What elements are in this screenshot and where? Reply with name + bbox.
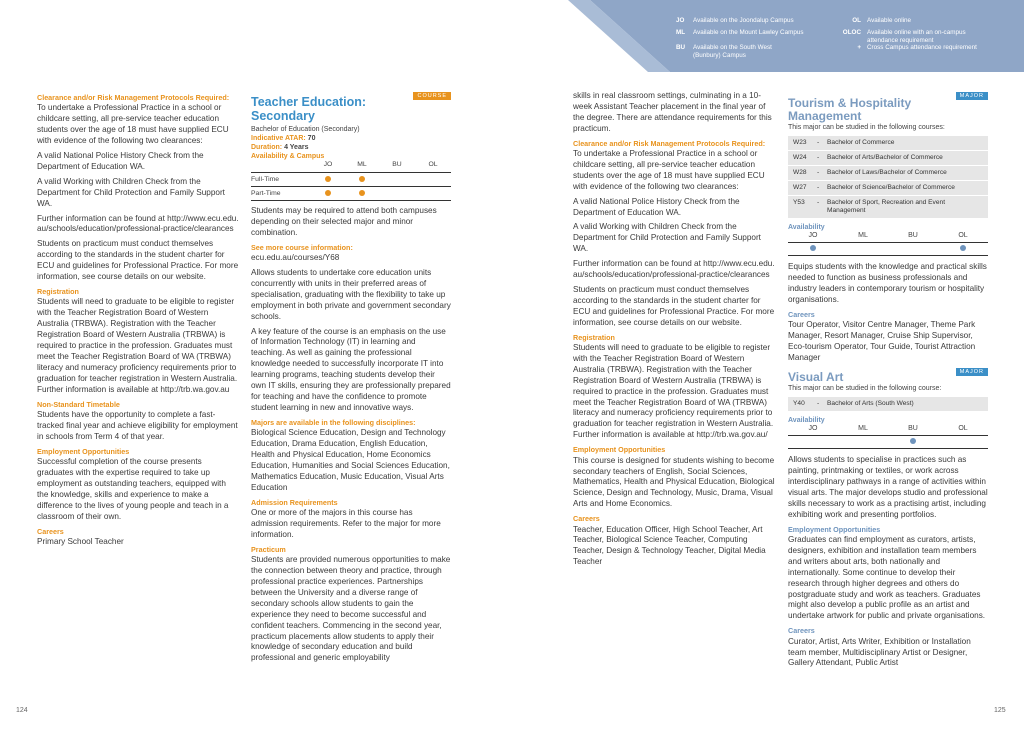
course-code: Y53 xyxy=(793,199,805,206)
course-row: Y53 - Bachelor of Sport, Recreation and Event Management xyxy=(788,196,988,219)
legend-code: JO xyxy=(676,17,685,24)
campus-header: ML xyxy=(858,232,868,239)
further-info-text: Further information can be found at http://www.ecu.edu.au/schools/education/professional-practice/clearances xyxy=(573,259,775,280)
studied-text: This major can be studied in the following course: xyxy=(788,385,942,393)
campus-header: JO xyxy=(808,425,818,433)
practicum-text: Students on practicum must conduct themselves according to the standards in the student charter for ECU and guidelines for Professional Practice. For more information, see course details on our website. xyxy=(573,285,775,327)
available-dot xyxy=(359,190,365,196)
intro-text: skills in real classroom settings, culminating in a 10-week Assistant Teacher placement in the final year of the degree. There are attendance requirements for this practicum. xyxy=(573,91,772,133)
attend-text: Students may be required to attend both campuses depending on their selected major and minor combination. xyxy=(251,206,437,237)
course-name: Bachelor of Sport, Recreation and Event Management xyxy=(827,199,946,214)
major-title: Tourism & Hospitality Management xyxy=(788,96,912,123)
majors-text: Biological Science Education, Design and Technology Education, Drama Education, English Education, Health and Physical Education, Home Economics Education, Humanities and Social Sciences Education, Mathematics Education, Music Education, Visual Arts Education xyxy=(251,428,450,492)
mode-label: Part-Time xyxy=(251,190,281,197)
careers-text: Tour Operator, Visitor Centre Manager, Theme Park Manager, Resort Manager, Cruise Ship Supervisor, Eco-tourism Operator, Tour Guide, Tourist Attraction Manager xyxy=(788,320,976,362)
employment-text: This course is designed for students wishing to become secondary teachers of English, Social Sciences, Mathematics, Health and Physical Education, Biological Science, Design and Technology, Music, Drama, Visual Arts and Home Economics. xyxy=(573,455,775,509)
campus-header: ML xyxy=(858,425,868,433)
careers-text: Teacher, Education Officer, High School Teacher, Art Teacher, Biological Science Teacher, Computing Teacher, Design & Technology Teacher, Digital Media Teacher xyxy=(573,524,766,567)
clearance-text: To undertake a Professional Practice in a school or childcare setting, all pre-service teacher education students over the age of 18 must have supplied ECU with evidence of the following two clearances: xyxy=(37,103,229,146)
atar-value: 70 xyxy=(307,135,316,142)
major-title: Visual Art xyxy=(788,369,844,384)
campus-legend xyxy=(676,17,1016,62)
majors-heading: Majors are available in the following disciplines: xyxy=(251,417,416,427)
clearance-heading: Clearance and/or Risk Management Protocols Required: xyxy=(573,138,766,148)
availability-heading: Availability xyxy=(788,417,825,425)
more-info-link[interactable]: ecu.edu.au/courses/Y68 xyxy=(251,253,340,263)
course-code: W24 xyxy=(793,154,807,161)
course-tag: COURSE xyxy=(413,92,451,100)
column-3 xyxy=(573,91,775,572)
legend-code: OLOC xyxy=(842,29,861,36)
available-dot xyxy=(325,190,331,196)
course-row: W23 - Bachelor of Commerce xyxy=(788,136,988,151)
available-dot xyxy=(960,245,966,251)
timetable-text: Students have the opportunity to complete a fast-tracked final year and achieve eligibility for employment in schools from Term 4 of that year. xyxy=(37,409,238,441)
practicum-text: Students on practicum must conduct themselves according to the standards in the student charter for ECU and guidelines for Professional Practice. For more information, see course details on our website. xyxy=(37,239,239,282)
page-number-left: 124 xyxy=(16,707,28,714)
course-name: Bachelor of Arts (South West) xyxy=(827,400,914,408)
careers-heading: Careers xyxy=(788,309,815,319)
major-description: Allows students to specialise in practices such as painting, printmaking or textiles, or work across interdisciplinary pathways in a range of activities within visual arts. The major develops studio and professional skills necessary to work as a practising artist, including exhibiting work and presenting portfolios. xyxy=(788,455,988,519)
employment-heading: Employment Opportunities xyxy=(37,446,130,456)
studied-text: This major can be studied in the following courses: xyxy=(788,124,945,131)
registration-heading: Registration xyxy=(37,287,79,296)
major-visual-art xyxy=(788,368,988,670)
campus-header: OL xyxy=(958,232,968,239)
employment-text: Graduates can find employment as curators, artists, designers, exhibition and installation team members and writers about arts, both nationally and internationally. Some continue to develop their research through higher degrees and others do postgraduate study and work as teachers. Graduates might also develop a public profile as an artist and undertake artwork for public and private organisations. xyxy=(788,535,986,621)
careers-text: Curator, Artist, Arts Writer, Exhibition or Installation team member, Multidisciplinary Artist or Designer, Gallery Attendant, Public Artist xyxy=(788,636,971,668)
careers-heading: Careers xyxy=(37,526,64,536)
column-2 xyxy=(251,92,451,668)
available-dot xyxy=(810,245,816,251)
course-row: W27 - Bachelor of Science/Bachelor of Commerce xyxy=(788,181,988,196)
campus-header: OL xyxy=(958,425,968,433)
clearance-text: To undertake a Professional Practice in a school or childcare setting, all pre-service teacher education students over the age of 18 must have supplied ECU with evidence of the following two clearances: xyxy=(573,149,765,191)
legend-text: Cross Campus attendance requirement xyxy=(867,44,977,51)
feature-text: A key feature of the course is an emphasis on the use of Information Technology (IT) in learning and teaching. As well as gaining the professional knowledge needed to successfully incorporate IT into learning programs, teaching students develop their own IT skills, ensuring they are professionally prepared for teaching and have the confidence to promote student learning in new and innovative ways. xyxy=(251,326,451,412)
major-description: Equips students with the knowledge and practical skills needed to function as business professionals and industry leaders in contemporary tourism or hospitality organisations. xyxy=(788,262,987,304)
duration-label: Duration: xyxy=(251,144,283,151)
further-info-text: Further information can be found at http://www.ecu.edu.au/schools/education/professional-practice/clearances xyxy=(37,213,239,234)
availability-table xyxy=(788,232,988,256)
degree-name: Bachelor of Education (Secondary) xyxy=(251,126,360,133)
course-list xyxy=(788,397,988,412)
careers-text: Primary School Teacher xyxy=(37,536,124,546)
mode-label: Full-Time xyxy=(251,176,280,183)
legend-text: Available on the Mount Lawley Campus xyxy=(693,29,804,36)
availability-table xyxy=(788,425,988,449)
column-1 xyxy=(37,91,239,552)
employment-text: Successful completion of the course presents graduates with the expertise required to take up employment as outstanding teachers, equipped with the knowledge, skills and experience to make a difference to the lives of young people and teach in a classroom of their own. xyxy=(37,457,229,521)
course-name: Bachelor of Arts/Bachelor of Commerce xyxy=(827,154,943,161)
course-row: Y40 - Bachelor of Arts (South West) xyxy=(788,397,988,412)
availability-heading: Availability & Campus xyxy=(251,153,325,160)
course-title: Teacher Education: Secondary xyxy=(251,95,367,123)
course-row: W28 - Bachelor of Laws/Bachelor of Commerce xyxy=(788,166,988,181)
campus-header: BU xyxy=(908,425,918,433)
available-dot xyxy=(359,176,365,182)
legend-text: Available online xyxy=(867,17,911,24)
campus-header: BU xyxy=(392,161,402,168)
available-dot xyxy=(910,438,916,444)
legend-code: ML xyxy=(676,29,686,36)
course-list xyxy=(788,136,988,219)
course-name: Bachelor of Science/Bachelor of Commerce xyxy=(827,184,955,191)
more-info-heading: See more course information: xyxy=(251,242,353,252)
legend-text: Available on the Joondalup Campus xyxy=(693,17,794,24)
admission-heading: Admission Requirements xyxy=(251,497,338,507)
column-4 xyxy=(788,92,988,673)
available-dot xyxy=(325,176,331,182)
course-code: W27 xyxy=(793,184,807,191)
careers-heading: Careers xyxy=(788,626,815,636)
campus-header: JO xyxy=(323,161,333,168)
wwc-text: A valid Working with Children Check from the Department for Child Protection and Family Support WA. xyxy=(37,176,225,208)
campus-header: ML xyxy=(357,161,367,168)
page-number-right: 125 xyxy=(994,707,1006,714)
course-code: W23 xyxy=(793,139,807,146)
clearance-heading: Clearance and/or Risk Management Protocols Required: xyxy=(37,93,230,102)
campus-header: JO xyxy=(808,232,818,239)
duration-value: 4 Years xyxy=(284,144,309,151)
major-tag: MAJOR xyxy=(956,368,988,376)
legend-text: Available online with an on-campus attendance requirement xyxy=(867,29,966,44)
wwc-text: A valid Working with Children Check from the Department for Child Protection and Family Support WA. xyxy=(573,222,761,254)
timetable-heading: Non-Standard Timetable xyxy=(37,399,120,409)
registration-heading: Registration xyxy=(573,332,615,342)
campus-header: BU xyxy=(908,232,918,239)
careers-heading: Careers xyxy=(573,514,600,524)
atar-label: Indicative ATAR: xyxy=(251,135,306,142)
availability-heading: Availability xyxy=(788,224,825,231)
legend-code: OL xyxy=(852,17,861,24)
practicum-text: Students are provided numerous opportunities to make the connection between theory and practice, through professional practice experiences. Partnerships between the University and a diverse range of secondary schools allow students to gain the experience they need to become successful and confident teachers. Commencing in the second year, practicum placements allow students to apply their knowledge of secondary education and build professional and generic employability xyxy=(251,555,451,663)
course-code: W28 xyxy=(793,169,807,176)
campus-header: OL xyxy=(428,161,438,168)
employment-heading: Employment Opportunities xyxy=(788,524,881,534)
registration-text: Students will need to graduate to be eligible to register with the Teacher Registration Board of Western Australia (TRBWA). Registration with the Teacher Registration Board of Western Australia (TRBWA) is required to practice in the profession. Graduates must meet the Teacher Registration Board of WA (TRBWA) literacy and numeracy proficiency requirements prior to graduation for teacher registration in Western Australia. Further information is available at http://trb.wa.gov.au xyxy=(37,297,238,394)
admission-text: One or more of the majors in this course has admission requirements. Refer to the major for more information. xyxy=(251,508,441,539)
legend-text: Available on the South West (Bunbury) Campus xyxy=(693,44,772,59)
police-check-text: A valid National Police History Check from the Department of Education WA. xyxy=(37,151,204,171)
course-name: Bachelor of Laws/Bachelor of Commerce xyxy=(827,169,947,176)
course-code: Y40 xyxy=(793,400,805,408)
major-tourism xyxy=(788,92,988,364)
course-row: W24 - Bachelor of Arts/Bachelor of Commerce xyxy=(788,151,988,166)
availability-table xyxy=(251,161,451,201)
legend-code: + xyxy=(857,44,861,51)
registration-text: Students will need to graduate to be eligible to register with the Teacher Registration Board of Western Australia (TRBWA). Registration with the Teacher Registration Board of Western Australia (TRBWA) is required to practice in the profession. Graduates must meet the Teacher Registration Board of WA (TRBWA) literacy and numeracy proficiency requirements prior to graduation for teacher registration in Western Australia. Further information is available at http://trb.wa.gov.au/ xyxy=(573,343,774,440)
practicum-heading: Practicum xyxy=(251,544,286,554)
course-name: Bachelor of Commerce xyxy=(827,139,895,146)
major-tag: MAJOR xyxy=(956,92,988,100)
allows-text: Allows students to undertake core education units concurrently with units in their preferred areas of specialisation, graduating with the flexibility to take up employment in both private and government secondary schools. xyxy=(251,268,451,321)
legend-code: BU xyxy=(676,44,686,51)
police-check-text: A valid National Police History Check from the Department of Education WA. xyxy=(573,196,740,217)
employment-heading: Employment Opportunities xyxy=(573,445,666,455)
